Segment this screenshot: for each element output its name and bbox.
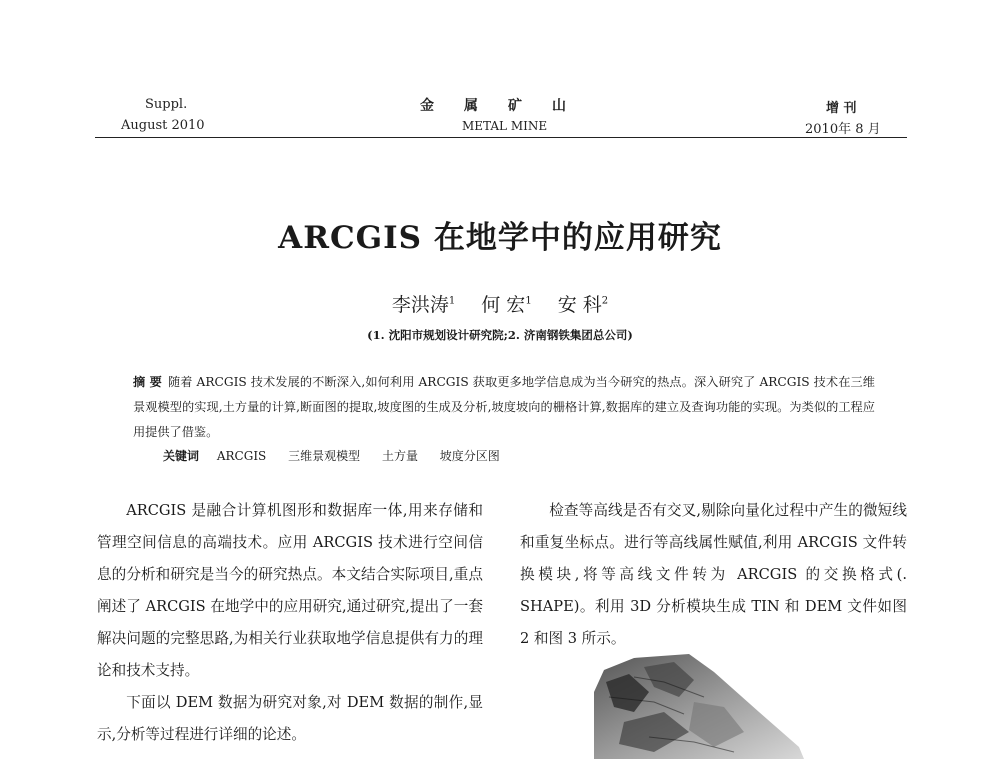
body-left-column (97, 495, 483, 751)
article-title: ARCGIS 在地学中的应用研究 (278, 220, 722, 256)
author-name: 何 宏 (481, 294, 526, 316)
author-2 (481, 294, 531, 316)
author-name: 安 科 (557, 294, 602, 316)
header-rule (95, 137, 907, 138)
abstract-text: 随着 ARCGIS 技术发展的不断深入,如何利用 ARCGIS 获取更多地学信息成为当今研究的热点。深入研究了 ARCGIS 技术在三维景观模型的实现,土方量的计算,断面图的提取,坡度图的生成及分析,坡度坡向的栅格计算,数据库的建立及查询功能的实现。为类似的工程应用提供了借鉴。 (133, 375, 875, 439)
abstract-label: 摘 要 (133, 375, 162, 389)
header-supplement-cn: 增 刊 (826, 101, 857, 116)
header-journal-en: METAL MINE (462, 119, 548, 133)
keyword: 三维景观模型 (288, 449, 361, 463)
body-right-column (520, 495, 907, 655)
keywords-label: 关键词 (163, 449, 200, 463)
author-affil-mark: 2 (601, 295, 609, 307)
author-affil-mark: 1 (448, 295, 456, 307)
keyword: ARCGIS (216, 449, 267, 463)
affiliations: (1. 沈阳市规划设计研究院;2. 济南钢铁集团总公司) (367, 328, 633, 342)
keywords (163, 447, 518, 464)
header-suppl: Suppl. (145, 97, 188, 112)
terrain-figure-icon (594, 652, 824, 759)
header-journal-cn: 金属矿山 (420, 98, 596, 114)
author-name: 李洪涛 (391, 294, 449, 316)
body-paragraph: ARCGIS 是融合计算机图形和数据库一体,用来存储和管理空间信息的高端技术。应用 ARCGIS 技术进行空间信息的分析和研究是当今的研究热点。本文结合实际项目,重点阐述了 ARCGIS 在地学中的应用研究,通过研究,提出了一套解决问题的完整思路,为相关行业获取地学信息提供有力的理论和技术支持。 (97, 502, 483, 679)
keyword: 坡度分区图 (439, 449, 500, 463)
author-list (0, 290, 1000, 317)
abstract (133, 370, 875, 445)
body-paragraph: 下面以 DEM 数据为研究对象,对 DEM 数据的制作,显示,分析等过程进行详细的论述。 (97, 694, 483, 743)
author-3 (558, 294, 608, 316)
keyword: 土方量 (381, 449, 418, 463)
header-date-cn: 2010年 8 月 (805, 122, 881, 137)
author-affil-mark: 1 (525, 295, 532, 307)
author-1 (392, 294, 455, 316)
terrain-figure-graphic (594, 652, 824, 759)
header-date-en: August 2010 (121, 118, 205, 133)
body-paragraph: 检查等高线是否有交叉,剔除向量化过程中产生的微短线和重复坐标点。进行等高线属性赋值,利用 ARCGIS 文件转换模块,将等高线文件转为 ARCGIS 的交换格式(. SHAPE)。利用 3D 分析模块生成 TIN 和 DEM 文件如图 2 和图 3 所示。 (520, 502, 907, 647)
